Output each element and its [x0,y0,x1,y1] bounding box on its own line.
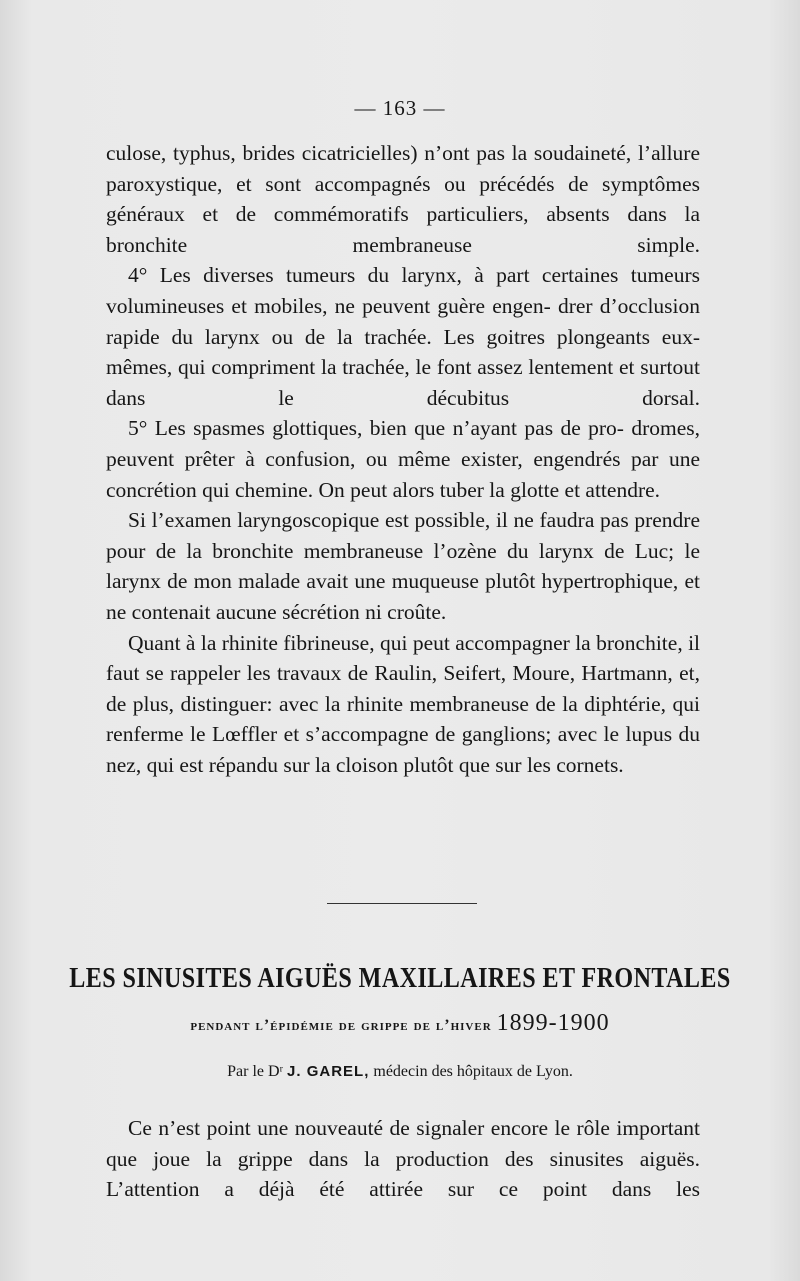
byline-suffix: médecin des hôpitaux de Lyon. [373,1063,573,1080]
article-subtitle-years: 1899-1900 [496,1010,610,1036]
paragraph-spasmes [106,413,700,505]
text-line: 5° Les spasmes glottiques, bien que n’ayant pas de pro- [128,416,624,441]
text-line: pas prendre pour de la bronchite membraneuse l’ozène du [106,508,700,563]
page-number: — 163 — [354,96,446,120]
byline [0,1063,800,1081]
text-line: membraneuse de la diphtérie, qui renferme le Lœffler et [106,691,701,747]
text-line: croûte. [387,599,447,624]
text-line: plutôt hypertrophique, et ne contenait aucune sécrétion ni [106,569,700,624]
byline-prefix: Par le Dʳ [227,1063,284,1080]
section-divider [327,903,477,904]
text-line: engendrés par une concrétion qui chemine. On peut alors [106,446,700,502]
paragraph-rhinite [106,628,700,781]
text-line: goitres plongeants eux-mêmes, qui compriment la trachée, [106,324,700,380]
text-line: bronchite, il faut se rappeler les travaux de Raulin, Seifert, [106,630,701,686]
text-line: 4° Les diverses tumeurs du larynx, à part certaines [128,263,619,288]
text-line: important que joue la grippe dans la production des sinusites [106,1116,700,1171]
text-line: tumeurs volumineuses et mobiles, ne peuvent guère engen- [106,263,701,318]
article-first-paragraph [106,1113,700,1205]
previous-article-text [106,138,700,780]
text-line: symptômes généraux et de commémoratifs particuliers, [106,171,700,227]
text-line: Moure, Hartmann, et, de plus, distinguer: avec la rhinite [106,661,700,716]
text-line: Quant à la rhinite fibrineuse, qui peut accompagner la [128,630,591,655]
paragraph-laryngoscopique [106,505,700,627]
text-line: culose, typhus, brides cicatricielles) n’ont pas la soudaineté, [106,141,632,165]
text-line: Ce n’est point une nouveauté de signaler encore le rôle [128,1116,610,1140]
paragraph-tumeurs [106,260,700,413]
article-subtitle-text: pendant l’épidémie de grippe de l’hiver [190,1017,492,1034]
article-title: LES SINUSITES AIGUËS MAXILLAIRES ET FRONTALES [69,963,731,994]
text-line: s’accompagne de ganglions; avec le lupus du nez, qui est [106,722,700,777]
text-line: absents dans la bronchite membraneuse simple. [106,202,701,257]
author-name: J. GAREL, [287,1063,370,1080]
article-subtitle [0,1010,800,1037]
text-line: aiguës. L’attention a déjà été attirée sur ce point dans les [106,1146,700,1202]
text-line: dromes, peuvent prêter à confusion, ou même exister, [106,416,701,471]
text-line: drer d’occlusion rapide du larynx ou de la trachée. Les [106,293,701,349]
text-line: tuber la glotte et attendre. [439,477,661,502]
text-line: larynx de Luc; le larynx de mon malade avait une muqueuse [106,538,700,594]
text-line: répandu sur la cloison plutôt que sur les cornets. [208,752,624,777]
article-body [106,1113,700,1205]
text-line: l’allure paroxystique, et sont accompagnés ou précédés de [106,141,701,196]
text-line: le font assez lentement et surtout dans le décubitus dorsal. [106,355,700,410]
text-line: Si l’examen laryngoscopique est possible, il ne faudra [128,508,595,533]
paragraph-differential-1 [106,138,700,260]
